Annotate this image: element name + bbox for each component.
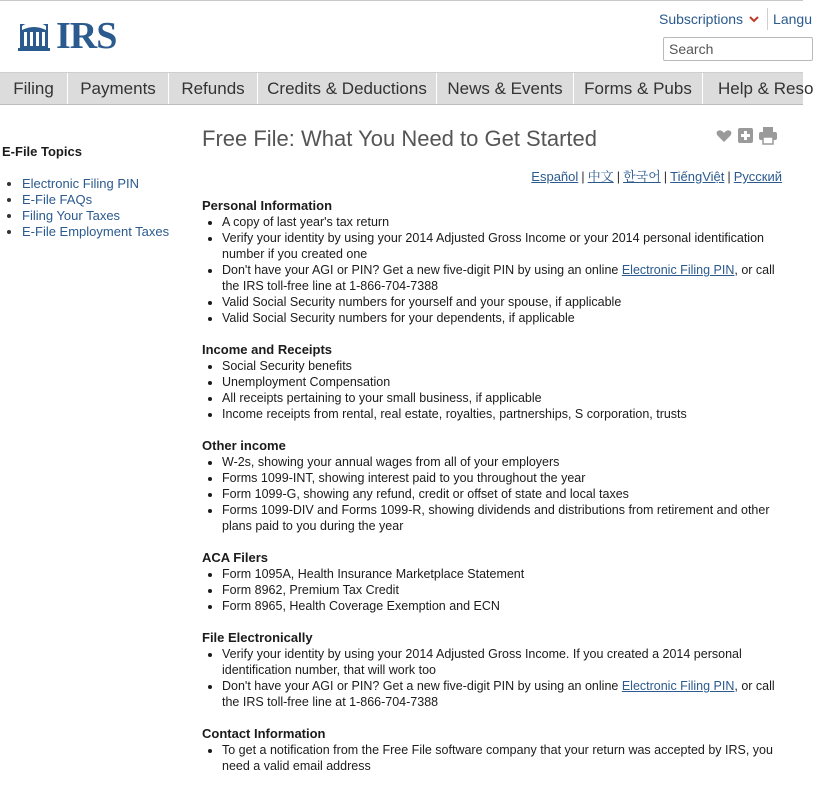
pin-text-pre: Don't have your AGI or PIN? Get a new five-digit PIN by using an online bbox=[222, 263, 622, 277]
heart-icon[interactable] bbox=[716, 129, 732, 143]
nav-refunds[interactable]: Refunds bbox=[169, 73, 258, 104]
page-tools bbox=[716, 127, 777, 144]
list-item: • All receipts pertaining to your small business, if applicable bbox=[222, 390, 792, 406]
page-title: Free File: What You Need to Get Started bbox=[202, 126, 597, 151]
main-nav bbox=[0, 72, 814, 105]
lang-separator: | bbox=[727, 169, 731, 184]
list-item: • Form 1099-G, showing any refund, credit or offset of state and local taxes bbox=[222, 486, 792, 502]
sidebar-item-efile-employment-taxes bbox=[22, 224, 187, 240]
utility-bar bbox=[659, 8, 812, 30]
section-contact-information bbox=[202, 726, 792, 774]
list-item bbox=[222, 678, 792, 710]
section-title: File Electronically bbox=[202, 630, 313, 645]
section-list bbox=[202, 742, 792, 774]
language-link[interactable]: Langu bbox=[773, 11, 812, 27]
lang-espanol[interactable]: Español bbox=[531, 169, 579, 184]
nav-news-events[interactable]: News & Events bbox=[437, 73, 574, 104]
lang-separator: | bbox=[663, 169, 668, 184]
sidebar-item-electronic-filing-pin bbox=[22, 176, 187, 192]
nav-payments[interactable]: Payments bbox=[68, 73, 169, 104]
section-list bbox=[202, 358, 792, 422]
nav-filing[interactable]: Filing bbox=[0, 73, 68, 104]
lang-korean[interactable]: 한국어 bbox=[623, 169, 661, 184]
sidebar bbox=[2, 144, 187, 240]
search-input[interactable] bbox=[663, 37, 813, 61]
sidebar-title: E-File Topics bbox=[2, 144, 82, 159]
sidebar-item-efile-faqs bbox=[22, 192, 187, 208]
nav-credits-deductions[interactable]: Credits & Deductions bbox=[258, 73, 437, 104]
list-item: • Valid Social Security numbers for yourself and your spouse, if applicable bbox=[222, 294, 792, 310]
section-list bbox=[202, 566, 792, 614]
section-list bbox=[202, 454, 792, 534]
pin-text-post: , or call the IRS toll-free line at 1-866-704-7388 bbox=[222, 679, 775, 709]
list-item bbox=[222, 262, 792, 294]
utility-divider bbox=[767, 8, 768, 30]
sidebar-link[interactable]: E-File Employment Taxes bbox=[22, 224, 170, 239]
pin-text-post: , or call the IRS toll-free line at 1-866-704-7388 bbox=[222, 263, 775, 293]
list-item: • To get a notification from the Free File software company that your return was accepted by IRS, you need a valid email address bbox=[222, 742, 792, 774]
section-personal-information bbox=[202, 198, 792, 326]
electronic-filing-pin-link[interactable]: Electronic Filing PIN bbox=[621, 679, 735, 693]
section-title: Other income bbox=[202, 438, 286, 453]
section-income-receipts bbox=[202, 342, 792, 422]
sidebar-link[interactable]: Electronic Filing PIN bbox=[22, 176, 140, 191]
list-item: • Income receipts from rental, real estate, royalties, partnerships, S corporation, trusts bbox=[222, 406, 792, 422]
top-border bbox=[0, 0, 803, 1]
pin-text-pre: Don't have your AGI or PIN? Get a new five-digit PIN by using an online bbox=[222, 679, 622, 693]
list-item: • Social Security benefits bbox=[222, 358, 792, 374]
language-options bbox=[531, 166, 782, 185]
list-item: • Verify your identity by using your 2014 Adjusted Gross Income. If you created a 2014 personal identification number, that will work too bbox=[222, 646, 792, 678]
section-title: Personal Information bbox=[202, 198, 333, 213]
logo-text: IRS bbox=[56, 15, 117, 57]
lang-chinese[interactable]: 中文 bbox=[587, 169, 614, 184]
eagle-logo-icon bbox=[14, 16, 54, 56]
lang-separator: | bbox=[616, 169, 621, 184]
lang-russian[interactable]: Русский bbox=[733, 169, 782, 184]
list-item: • Forms 1099-INT, showing interest paid to you throughout the year bbox=[222, 470, 792, 486]
list-item: • W-2s, showing your annual wages from all of your employers bbox=[222, 454, 792, 470]
main-content bbox=[202, 198, 792, 790]
sidebar-link[interactable]: E-File FAQs bbox=[22, 192, 93, 207]
list-item: • Valid Social Security numbers for your dependents, if applicable bbox=[222, 310, 792, 326]
list-item: • A copy of last year's tax return bbox=[222, 214, 792, 230]
lang-separator: | bbox=[581, 169, 585, 184]
section-title: ACA Filers bbox=[202, 550, 268, 565]
sidebar-link[interactable]: Filing Your Taxes bbox=[22, 208, 121, 223]
irs-logo[interactable] bbox=[14, 16, 116, 56]
print-icon[interactable] bbox=[759, 127, 777, 144]
section-list bbox=[202, 646, 792, 710]
section-title: Income and Receipts bbox=[202, 342, 333, 357]
section-title: Contact Information bbox=[202, 726, 326, 741]
sidebar-list bbox=[2, 176, 187, 240]
list-item: • Form 8962, Premium Tax Credit bbox=[222, 582, 792, 598]
electronic-filing-pin-link[interactable]: Electronic Filing PIN bbox=[621, 263, 735, 277]
list-item: • Form 8965, Health Coverage Exemption and ECN bbox=[222, 598, 792, 614]
section-aca-filers bbox=[202, 550, 792, 614]
list-item: • Form 1095A, Health Insurance Marketplace Statement bbox=[222, 566, 792, 582]
subscriptions-link[interactable]: Subscriptions bbox=[659, 11, 744, 27]
lang-vietnamese[interactable]: TiếngViệt bbox=[670, 169, 725, 184]
list-item: • Verify your identity by using your 2014 Adjusted Gross Income or your 2014 personal identification number if you created one bbox=[222, 230, 792, 262]
list-item: • Forms 1099-DIV and Forms 1099-R, showing dividends and distributions from retirement and other plans paid to you during the year bbox=[222, 502, 792, 534]
chevron-down-icon[interactable] bbox=[749, 14, 759, 24]
section-file-electronically bbox=[202, 630, 792, 710]
sidebar-item-filing-your-taxes bbox=[22, 208, 187, 224]
nav-forms-pubs[interactable]: Forms & Pubs bbox=[574, 73, 703, 104]
section-other-income bbox=[202, 438, 792, 534]
nav-help-resources[interactable]: Help & Reso bbox=[703, 73, 823, 104]
section-list bbox=[202, 214, 792, 326]
add-icon[interactable] bbox=[738, 128, 753, 143]
list-item: • Unemployment Compensation bbox=[222, 374, 792, 390]
